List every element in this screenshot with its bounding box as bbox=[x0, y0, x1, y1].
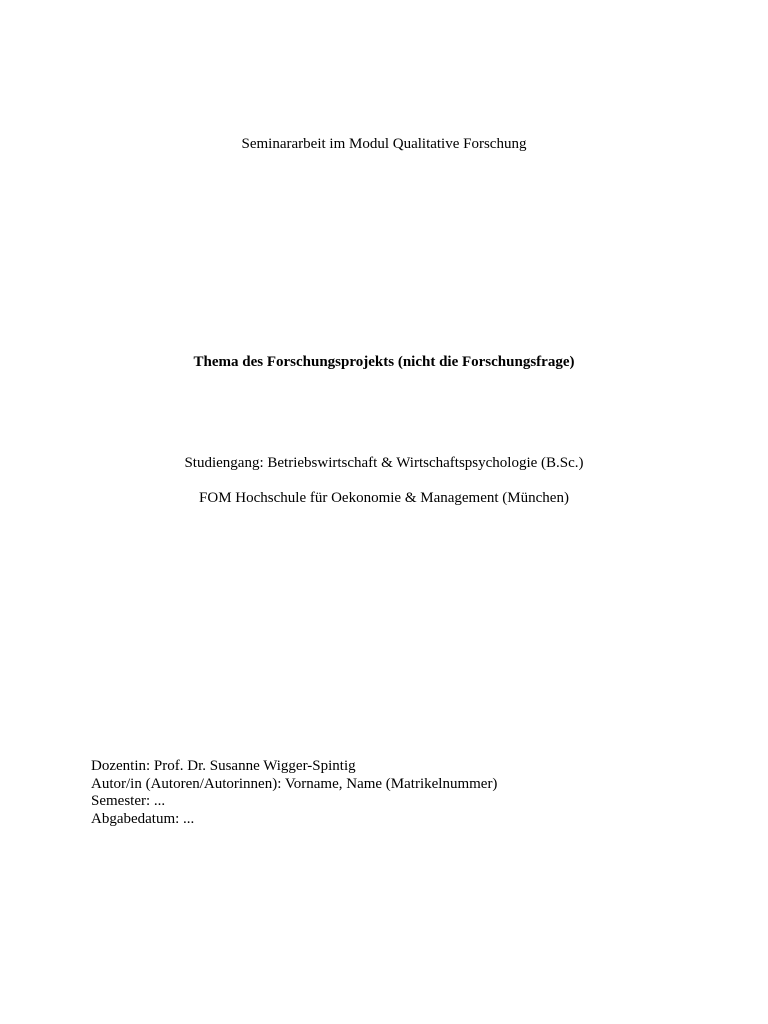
submission-info-block bbox=[91, 758, 497, 828]
due-date-line: Abgabedatum: ... bbox=[91, 810, 195, 827]
lecturer-line: Dozentin: Prof. Dr. Susanne Wigger-Spintig bbox=[91, 758, 356, 774]
document-title: Thema des Forschungsprojekts (nicht die Forschungsfrage) bbox=[193, 354, 575, 370]
author-line: Autor/in (Autoren/Autorinnen): Vorname, Name (Matrikelnummer) bbox=[91, 775, 498, 792]
module-line: Seminararbeit im Modul Qualitative Forschung bbox=[241, 136, 527, 152]
program-line: Studiengang: Betriebswirtschaft & Wirtschaftspsychologie (B.Sc.) bbox=[184, 455, 584, 471]
university-line: FOM Hochschule für Oekonomie & Management (München) bbox=[199, 490, 569, 506]
semester-line: Semester: ... bbox=[91, 793, 166, 809]
